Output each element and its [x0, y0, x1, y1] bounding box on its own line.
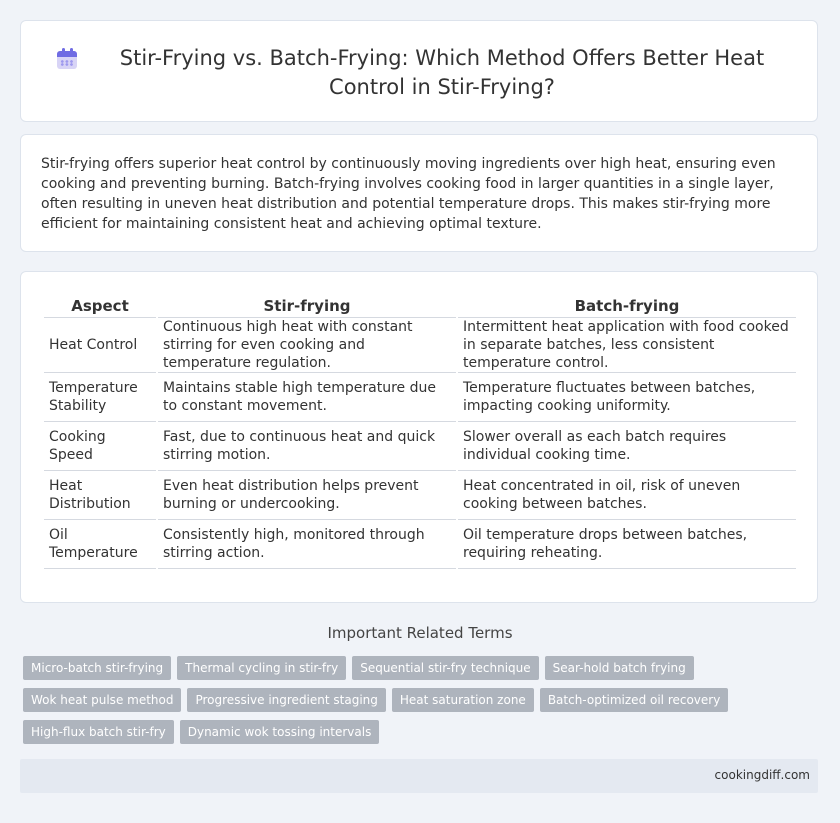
table-row [44, 422, 796, 471]
cell-aspect: Heat Control [44, 318, 156, 373]
table-header-row [44, 295, 796, 318]
table-row [44, 471, 796, 520]
related-term-tag[interactable]: Sequential stir-fry technique [352, 656, 538, 680]
header-batch-frying: Batch-frying [458, 295, 796, 318]
cell-aspect: Temperature Stability [44, 373, 156, 422]
cell-aspect: Oil Temperature [44, 520, 156, 569]
header-aspect: Aspect [44, 295, 156, 318]
related-term-tag[interactable]: Dynamic wok tossing intervals [180, 720, 380, 744]
related-term-tag[interactable]: Batch-optimized oil recovery [540, 688, 729, 712]
table-row [44, 318, 796, 373]
cell-stir-frying: Continuous high heat with constant stirring for even cooking and temperature regulation. [158, 318, 456, 373]
intro-paragraph: Stir-frying offers superior heat control by continuously moving ingredients over high heat, ensuring even cooking and preventing burning. Batch-frying involves cooking food in larger quantities in a single layer, often resulting in uneven heat distribution and potential temperature drops. This makes stir-frying more efficient for maintaining consistent heat and achieving optimal texture. [41, 156, 776, 232]
cell-batch-frying: Heat concentrated in oil, risk of uneven cooking between batches. [458, 471, 796, 520]
comparison-table [42, 295, 798, 569]
cell-batch-frying: Slower overall as each batch requires individual cooking time. [458, 422, 796, 471]
comparison-card [20, 271, 818, 603]
cell-batch-frying: Temperature fluctuates between batches, impacting cooking uniformity. [458, 373, 796, 422]
cell-batch-frying: Oil temperature drops between batches, requiring reheating. [458, 520, 796, 569]
related-terms-title: Important Related Terms [327, 624, 513, 642]
related-term-tag[interactable]: Progressive ingredient staging [187, 688, 385, 712]
related-term-tag[interactable]: Wok heat pulse method [23, 688, 181, 712]
cell-stir-frying: Fast, due to continuous heat and quick stirring motion. [158, 422, 456, 471]
footer-site-link[interactable]: cookingdiff.com [714, 768, 810, 782]
related-term-tag[interactable]: High-flux batch stir-fry [23, 720, 174, 744]
cell-aspect: Heat Distribution [44, 471, 156, 520]
related-terms-list [23, 656, 813, 752]
related-term-tag[interactable]: Sear-hold batch frying [545, 656, 694, 680]
cell-stir-frying: Even heat distribution helps prevent burning or undercooking. [158, 471, 456, 520]
title-card [20, 20, 818, 122]
related-term-tag[interactable]: Heat saturation zone [392, 688, 534, 712]
table-row [44, 373, 796, 422]
related-term-tag[interactable]: Thermal cycling in stir-fry [177, 656, 346, 680]
cell-batch-frying: Intermittent heat application with food cooked in separate batches, less consistent temperature control. [458, 318, 796, 373]
footer [20, 759, 818, 793]
table-row [44, 520, 796, 569]
cell-stir-frying: Maintains stable high temperature due to constant movement. [158, 373, 456, 422]
related-term-tag[interactable]: Micro-batch stir-frying [23, 656, 171, 680]
intro-card [20, 134, 818, 252]
header-stir-frying: Stir-frying [158, 295, 456, 318]
calendar-icon [56, 48, 78, 70]
cell-aspect: Cooking Speed [44, 422, 156, 471]
page-title: Stir-Frying vs. Batch-Frying: Which Method Offers Better Heat Control in Stir-Frying? [119, 46, 765, 99]
cell-stir-frying: Consistently high, monitored through stirring action. [158, 520, 456, 569]
